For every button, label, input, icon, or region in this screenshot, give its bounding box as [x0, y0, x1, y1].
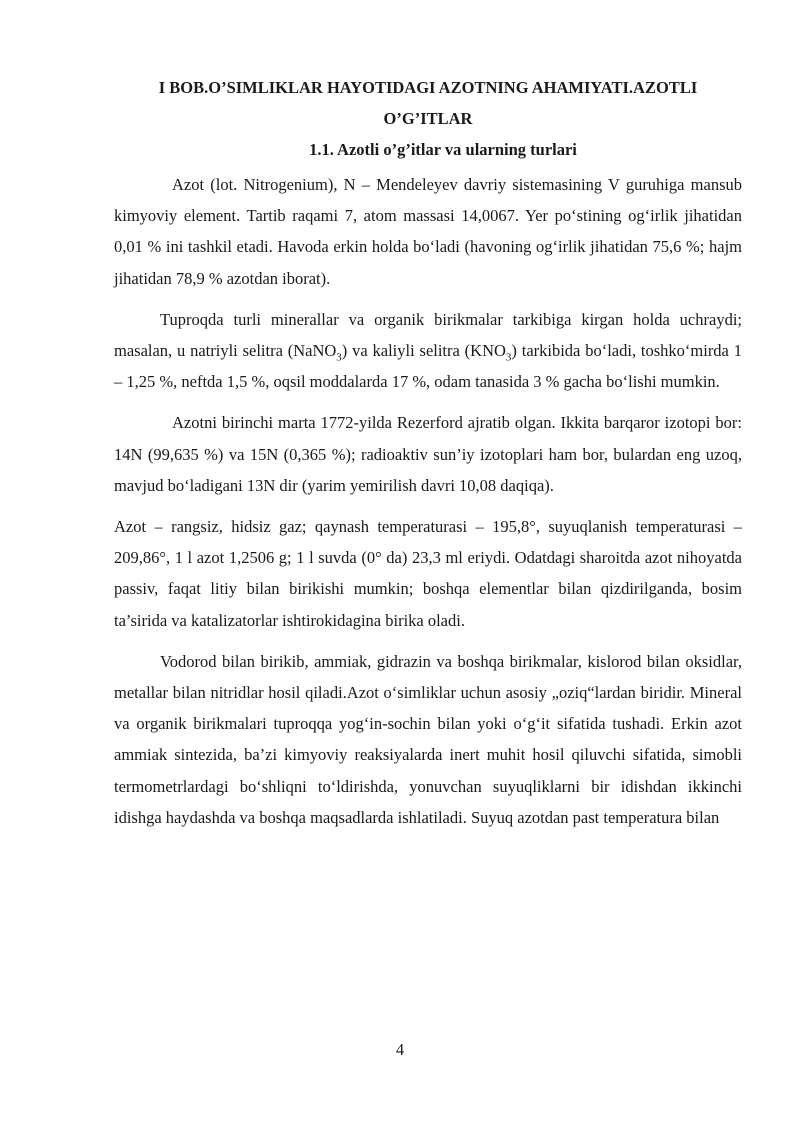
document-page: [114, 72, 742, 833]
paragraph-1: Azot (lot. Nitrogenium), N – Mendeleyev davriy sistemasining V guruhiga mansub kimyoviy element. Tartib raqami 7, atom massasi 14,0067. Yer po‘stining og‘irlik jihatidan 0,01 % ini tashkil etadi. Havoda erkin holda bo‘ladi (havoning og‘irlik jihatidan 75,6 %; hajm jihatidan 78,9 % azotdan iborat).: [114, 175, 742, 288]
paragraph-2: [114, 304, 742, 398]
paragraph-3: Azotni birinchi marta 1772-yilda Rezerford ajratib olgan. Ikkita barqaror izotopi bor: 14N (99,635 %) va 15N (0,365 %); radioaktiv sun’iy izotoplari ham bor, bulardan eng uzoq, mavjud bo‘ladigani 13N dir (yarim yemirilish davri 10,08 daqiqa).: [114, 413, 742, 495]
section-heading: 1.1. Azotli o’g’itlar va ularning turlari: [309, 140, 577, 159]
chapter-title: I BOB.O’SIMLIKLAR HAYOTIDAGI AZOTNING AHAMIYATI.AZOTLI O’G’ITLAR: [158, 78, 698, 128]
page-number: 4: [395, 1040, 405, 1059]
paragraph-2-text-c: ) tarkibida bo‘ladi, toshko‘mirda 1 – 1,25 %, neftda 1,5 %, oqsil moddalarda 17 %, odam tanasida 3 % gacha bo‘lishi mumkin.: [114, 341, 742, 392]
paragraph-5: Vodorod bilan birikib, ammiak, gidrazin va boshqa birikmalar, kislorod bilan oksidlar, metallar bilan nitridlar hosil qiladi.Azot o‘simliklar uchun asosiy „oziq“lardan biridir. Mineral va organik birikmalari tuproqqa yog‘in-sochin bilan yoki o‘g‘it sifatida tushadi. Erkin azot ammiak sintezida, ba’zi kimyoviy reaksiyalarda inert muhit hosil qiluvchi sifatida, simobli termometrlardagi bo‘shliqni to‘ldirishda, yonuvchan suyuqliklarni bir idishdan ikkinchi idishga haydashda va boshqa maqsadlarda ishlatiladi. Suyuq azotdan past temperatura bilan: [114, 651, 742, 827]
subscript-3: 3: [505, 351, 512, 364]
subscript-3: 3: [336, 351, 342, 364]
paragraph-2-text-a: Tuproqda turli minerallar va organik birikmalar tarkibiga kirgan holda uchraydi; masalan, u natriyli selitra (NaNO: [114, 309, 742, 361]
paragraph-2-text-b: ) va kaliyli selitra (KNO: [341, 341, 506, 361]
paragraph-4: Azot – rangsiz, hidsiz gaz; qaynash temperaturasi – 195,8°, suyuqlanish temperaturasi – 209,86°, 1 l azot 1,2506 g; 1 l suvda (0° da) 23,3 ml eriydi. Odatdagi sharoitda azot nihoyatda passiv, faqat litiy bilan birikishi mumkin; boshqa elementlar bilan qizdirilganda, bosim ta’sirida va katalizatorlar ishtirokidagina birika oladi.: [114, 517, 742, 630]
